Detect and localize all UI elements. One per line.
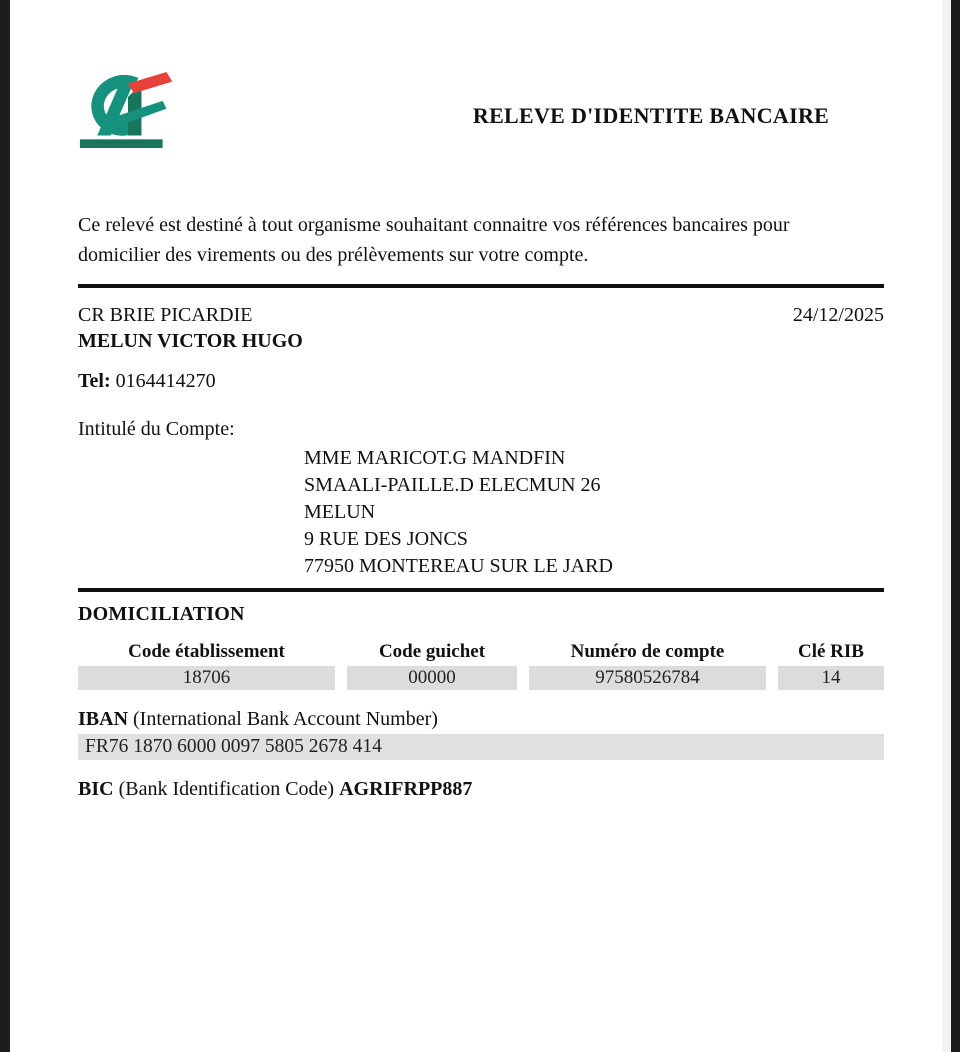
address-line: 77950 MONTEREAU SUR LE JARD — [304, 555, 613, 577]
value-cle-rib: 14 — [778, 666, 884, 690]
iban-label-suffix: (International Bank Account Number) — [133, 708, 438, 730]
agency-name: CR BRIE PICARDIE — [78, 304, 253, 326]
column-header-cle-rib: Clé RIB — [798, 641, 864, 662]
bic-label-suffix: (Bank Identification Code) — [118, 778, 335, 800]
intro-line: domicilier des virements ou des prélèvements sur votre compte. — [78, 244, 589, 266]
rib-table-row — [78, 666, 884, 690]
telephone-line — [78, 368, 884, 394]
column-header-code-etablissement: Code établissement — [128, 641, 285, 662]
logo-red-stripe — [128, 72, 172, 93]
bic-label: BIC — [78, 778, 114, 800]
iban-label-line — [78, 706, 884, 732]
address-line: 9 RUE DES JONCS — [304, 528, 468, 550]
bic-value: AGRIFRPP887 — [339, 778, 473, 800]
statement-date: 24/12/2025 — [792, 304, 884, 326]
value-numero-de-compte: 97580526784 — [529, 666, 766, 690]
agency-row — [78, 302, 884, 328]
rib-table-header — [78, 640, 884, 664]
account-title-label: Intitulé du Compte: — [78, 418, 235, 440]
logo-underline-bar — [80, 139, 163, 148]
credit-agricole-logo-icon — [78, 72, 178, 149]
page-title: RELEVE D'IDENTITE BANCAIRE — [472, 103, 830, 128]
account-holder-address — [304, 445, 884, 580]
column-header-code-guichet: Code guichet — [378, 641, 486, 662]
intro-paragraph — [78, 150, 884, 270]
address-line: MELUN — [304, 501, 376, 523]
iban-label: IBAN — [78, 708, 129, 730]
intro-line: Ce relevé est destiné à tout organisme souhaitant connaitre vos références bancaires pour — [78, 214, 790, 236]
telephone-label: Tel: — [78, 370, 111, 392]
address-line: SMAALI-PAILLE.D ELECMUN 26 — [304, 474, 601, 496]
address-line: MME MARICOT.G MANDFIN — [304, 447, 566, 469]
document-header — [78, 0, 884, 150]
domiciliation-heading: DOMICILIATION — [78, 603, 245, 625]
value-code-guichet: 00000 — [347, 666, 517, 690]
branch-name: MELUN VICTOR HUGO — [78, 330, 303, 352]
column-header-numero-de-compte: Numéro de compte — [570, 641, 725, 662]
rib-document-page — [10, 0, 951, 1052]
value-code-etablissement: 18706 — [78, 666, 335, 690]
horizontal-rule — [78, 284, 884, 288]
bic-line — [78, 776, 884, 802]
iban-value: FR76 1870 6000 0097 5805 2678 414 — [78, 734, 884, 760]
horizontal-rule — [78, 588, 884, 592]
telephone-value: 0164414270 — [115, 370, 216, 392]
